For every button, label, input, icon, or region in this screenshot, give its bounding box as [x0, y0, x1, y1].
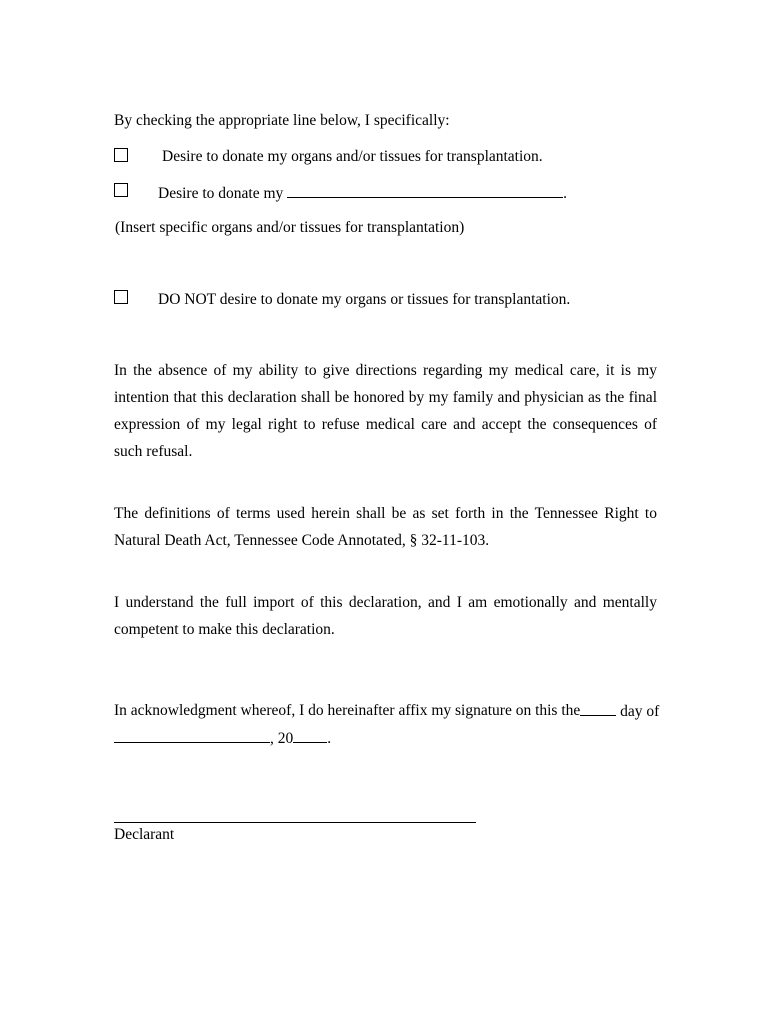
donate-all-checkbox[interactable] [114, 148, 128, 162]
day-field[interactable] [580, 702, 616, 716]
year-suffix: . [327, 730, 332, 747]
donate-specific-checkbox[interactable] [114, 183, 128, 197]
donate-specific-suffix: . [563, 185, 568, 202]
do-not-donate-checkbox[interactable] [114, 290, 128, 304]
year-field[interactable] [293, 729, 327, 743]
acknowledgment-line-2 [114, 729, 331, 748]
absence-paragraph: In the absence of my ability to give directions regarding my medical care, it is my intention that this declaration shall be honored by my family and physician as the final expression of my legal right to refuse medical care and accept the consequences of such refusal. [114, 362, 657, 460]
declarant-label: Declarant [114, 826, 175, 843]
definitions-paragraph: The definitions of terms used herein shall be as set forth in the Tennessee Right to Natural Death Act, Tennessee Code Annotated, § 32-11-103. [114, 505, 657, 549]
day-group [580, 702, 659, 721]
intro-text: By checking the appropriate line below, I specifically: [114, 112, 450, 129]
acknowledgment-prefix: In acknowledgment whereof, I do hereinafter affix my signature on this the [114, 702, 581, 719]
understand-paragraph: I understand the full import of this declaration, and I am emotionally and mentally competent to make this declaration. [114, 594, 657, 638]
year-prefix: , 20 [270, 730, 294, 747]
acknowledgment-line-1 [114, 702, 660, 721]
donate-specific-line [158, 184, 567, 203]
month-field[interactable] [114, 729, 270, 743]
donate-specific-prefix: Desire to donate my [158, 185, 284, 202]
donate-all-label: Desire to donate my organs and/or tissues for transplantation. [162, 148, 543, 165]
do-not-donate-label: DO NOT desire to donate my organs or tissues for transplantation. [158, 291, 571, 308]
signature-line[interactable] [114, 822, 476, 823]
day-of-label: day of [620, 703, 660, 720]
donate-specific-note: (Insert specific organs and/or tissues for transplantation) [115, 219, 465, 236]
specific-organs-field[interactable] [287, 184, 563, 198]
